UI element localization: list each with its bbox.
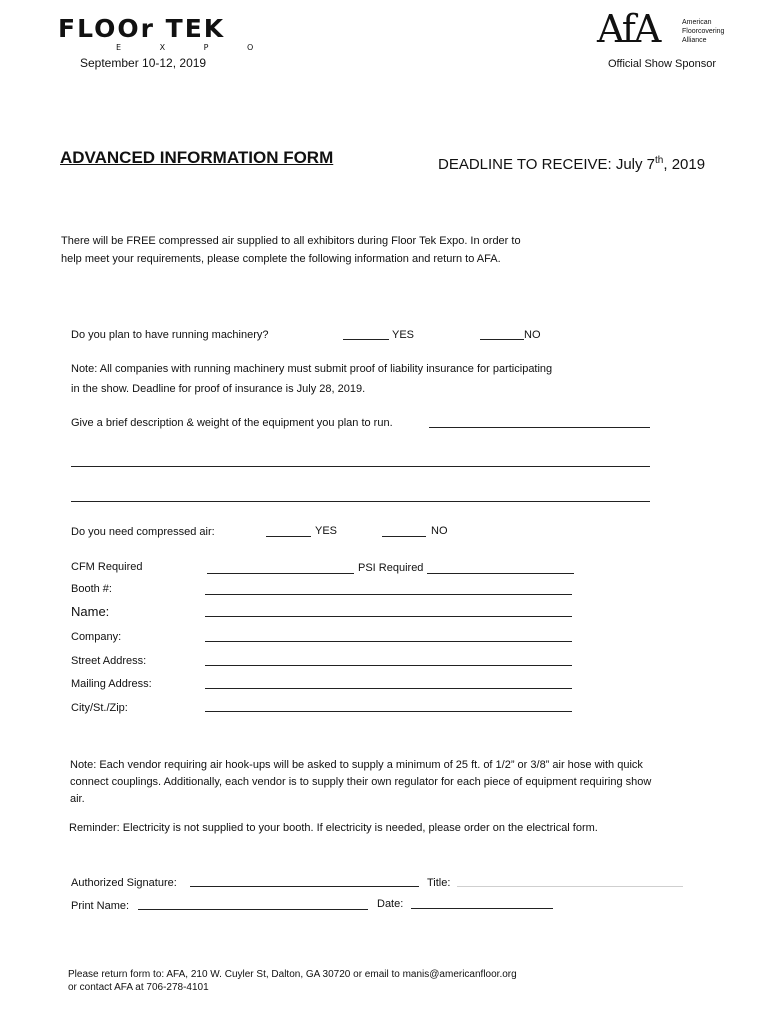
floor-tek-logo: FLOOr TEK bbox=[58, 14, 226, 43]
title-label: Title: bbox=[427, 877, 451, 889]
sponsor-label: Official Show Sponsor bbox=[608, 58, 717, 70]
air-no-label: NO bbox=[431, 525, 448, 537]
hookup-note: connect couplings. Additionally, each vendor is to supply their own regulator for each piece of equipment requiring show bbox=[70, 776, 652, 788]
electricity-reminder: Reminder: Electricity is not supplied to your booth. If electricity is needed, please order on the electrical form. bbox=[69, 822, 598, 834]
afa-logo-text bbox=[682, 18, 724, 45]
mailing-label: Mailing Address: bbox=[71, 678, 152, 690]
print-name-label: Print Name: bbox=[71, 900, 130, 912]
deadline-prefix: DEADLINE TO RECEIVE: July 7 bbox=[438, 156, 656, 173]
city-field[interactable] bbox=[205, 711, 572, 712]
show-dates: September 10-12, 2019 bbox=[80, 56, 207, 70]
booth-label: Booth #: bbox=[71, 583, 112, 595]
air-question: Do you need compressed air: bbox=[71, 526, 215, 538]
afa-logo-line: American bbox=[682, 19, 712, 26]
cfm-label: CFM Required bbox=[71, 561, 143, 573]
insurance-note: in the show. Deadline for proof of insurance is July 28, 2019. bbox=[71, 383, 366, 395]
intro-line: There will be FREE compressed air supplied to all exhibitors during Floor Tek Expo. In order to bbox=[61, 235, 521, 247]
footer-return: Please return form to: AFA, 210 W. Cuyler St, Dalton, GA 30720 or email to manis@americanfloor.org bbox=[68, 969, 517, 980]
afa-logo-line: Floorcovering bbox=[682, 28, 725, 35]
deadline-suffix: , 2019 bbox=[663, 156, 706, 173]
afa-logo-line: Alliance bbox=[682, 37, 707, 44]
authorized-signature-field[interactable] bbox=[190, 886, 419, 887]
name-label: Name: bbox=[71, 604, 110, 619]
machinery-no-label: NO bbox=[524, 329, 541, 341]
street-field[interactable] bbox=[205, 665, 572, 666]
machinery-yes-label: YES bbox=[392, 329, 415, 341]
insurance-note: Note: All companies with running machinery must submit proof of liability insurance for participating bbox=[71, 363, 553, 375]
hookup-note: Note: Each vendor requiring air hook-ups will be asked to supply a minimum of 25 ft. of 1/2” or 3/8” air hose with quick bbox=[70, 759, 643, 771]
machinery-no-blank[interactable] bbox=[480, 339, 524, 340]
street-label: Street Address: bbox=[71, 655, 147, 667]
air-yes-label: YES bbox=[315, 525, 338, 537]
machinery-yes-blank[interactable] bbox=[343, 339, 389, 340]
city-label: City/St./Zip: bbox=[71, 702, 128, 714]
description-blank[interactable] bbox=[429, 427, 650, 428]
floor-tek-logo-expo: E X P O bbox=[116, 43, 272, 52]
psi-label: PSI Required bbox=[358, 562, 424, 574]
company-label: Company: bbox=[71, 631, 122, 643]
date-field[interactable] bbox=[411, 908, 553, 909]
booth-field[interactable] bbox=[205, 594, 572, 595]
description-blank-2[interactable] bbox=[71, 466, 650, 467]
hookup-note: air. bbox=[70, 793, 85, 805]
machinery-question: Do you plan to have running machinery? bbox=[71, 329, 269, 341]
title-field[interactable] bbox=[457, 886, 683, 887]
deadline bbox=[438, 151, 705, 175]
cfm-field[interactable] bbox=[207, 573, 354, 574]
air-yes-blank[interactable] bbox=[266, 536, 311, 537]
name-field[interactable] bbox=[205, 616, 572, 617]
deadline-sup: th bbox=[655, 155, 664, 166]
company-field[interactable] bbox=[205, 641, 572, 642]
description-prompt: Give a brief description & weight of the equipment you plan to run. bbox=[71, 417, 393, 429]
air-no-blank[interactable] bbox=[382, 536, 426, 537]
form-title: ADVANCED INFORMATION FORM bbox=[60, 148, 334, 167]
mailing-field[interactable] bbox=[205, 688, 572, 689]
footer-contact: or contact AFA at 706-278-4101 bbox=[68, 982, 209, 993]
description-blank-3[interactable] bbox=[71, 501, 650, 502]
afa-logo: AfA bbox=[597, 7, 660, 51]
date-label: Date: bbox=[377, 898, 404, 910]
print-name-field[interactable] bbox=[138, 909, 368, 910]
authorized-signature-label: Authorized Signature: bbox=[71, 877, 177, 889]
psi-field[interactable] bbox=[427, 573, 574, 574]
intro-line: help meet your requirements, please complete the following information and return to AFA. bbox=[61, 253, 501, 265]
